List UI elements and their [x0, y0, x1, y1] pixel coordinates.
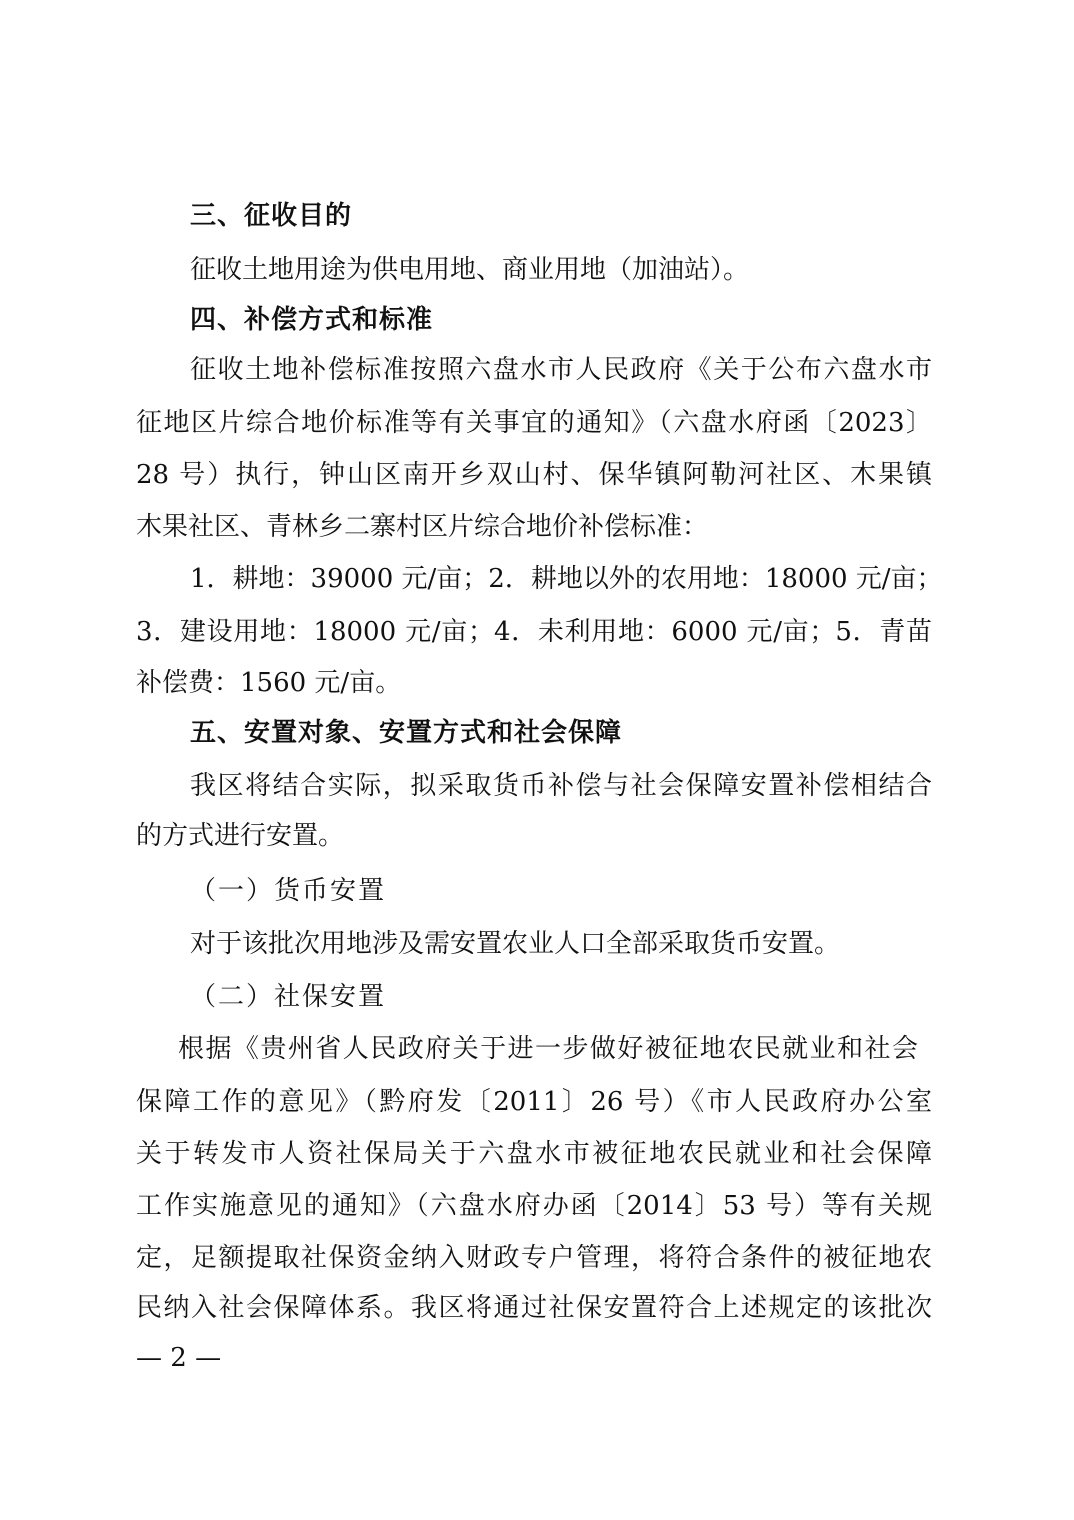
section-heading-5: 五、安置对象、安置方式和社会保障 [190, 718, 623, 748]
paragraph-line: 征地区片综合地价标准等有关事宜的通知》（六盘水府函〔2023〕 [136, 408, 932, 438]
paragraph-line: 征收土地补偿标准按照六盘水市人民政府《关于公布六盘水市 [190, 355, 932, 385]
section-heading-3: 三、征收目的 [190, 201, 353, 231]
paragraph-line: 对于该批次用地涉及需安置农业人口全部采取货币安置。 [190, 929, 841, 959]
standards-line: 1．耕地：39000 元/亩；2．耕地以外的农用地：18000 元/亩； [190, 564, 943, 594]
standards-line: 补偿费：1560 元/亩。 [136, 668, 402, 698]
section-heading-4: 四、补偿方式和标准 [190, 305, 434, 335]
subsection-heading-2: （二）社保安置 [190, 982, 387, 1012]
paragraph-line: 关于转发市人资社保局关于六盘水市被征地农民就业和社会保障 [136, 1139, 932, 1169]
page-number: — 2 — [136, 1343, 222, 1373]
paragraph-line: 的方式进行安置。 [136, 821, 345, 851]
paragraph-line: 工作实施意见的通知》（六盘水府办函〔2014〕53 号）等有关规 [136, 1191, 932, 1221]
subsection-heading-1: （一）货币安置 [190, 876, 387, 906]
paragraph-line: 定，足额提取社保资金纳入财政专户管理，将符合条件的被征地农 [136, 1243, 932, 1273]
standards-line: 3．建设用地：18000 元/亩；4．未利用地：6000 元/亩；5．青苗 [136, 617, 932, 647]
paragraph-line: 木果社区、青林乡二寨村区片综合地价补偿标准： [136, 512, 709, 542]
paragraph-line: 根据《贵州省人民政府关于进一步做好被征地农民就业和社会 [178, 1034, 918, 1064]
paragraph-line: 保障工作的意见》（黔府发〔2011〕26 号）《市人民政府办公室 [136, 1087, 932, 1117]
paragraph-line: 我区将结合实际，拟采取货币补偿与社会保障安置补偿相结合 [190, 771, 932, 801]
paragraph-line: 28 号）执行，钟山区南开乡双山村、保华镇阿勒河社区、木果镇 [136, 460, 932, 490]
paragraph-line: 征收土地用途为供电用地、商业用地（加油站）。 [190, 255, 750, 285]
paragraph-line: 民纳入社会保障体系。我区将通过社保安置符合上述规定的该批次 [136, 1293, 932, 1323]
